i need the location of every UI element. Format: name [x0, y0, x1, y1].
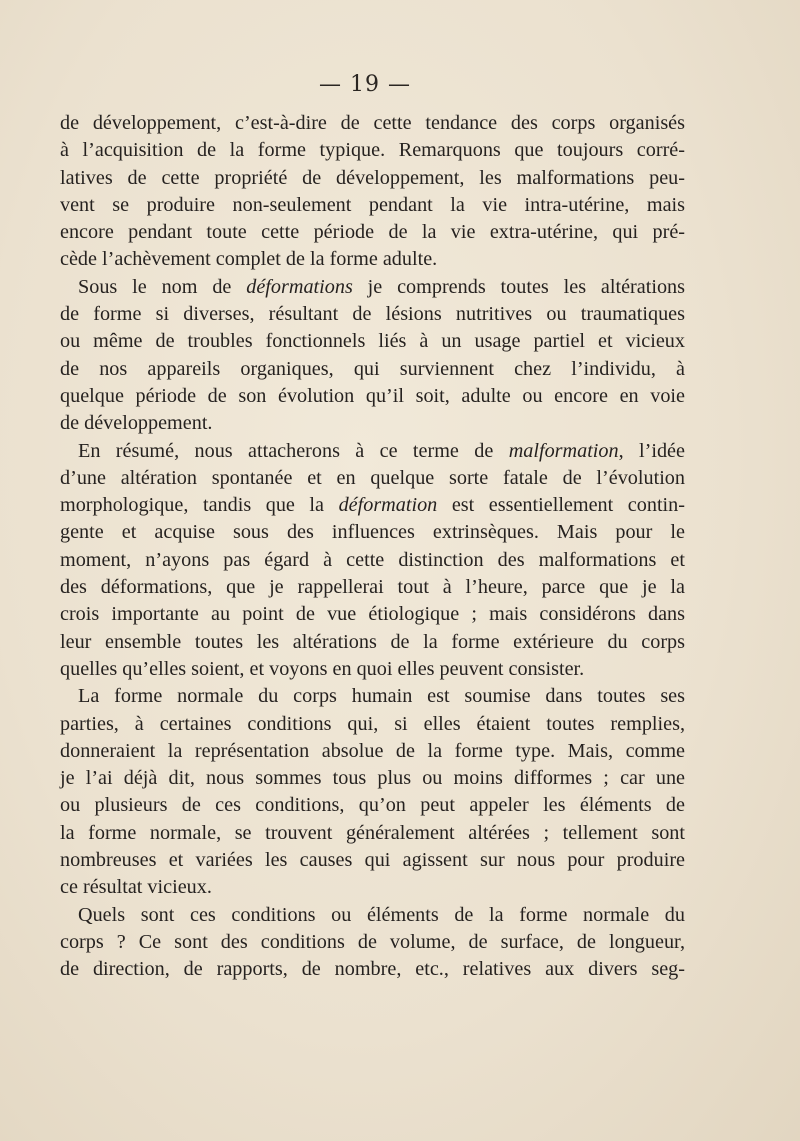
text-line: crois importante au point de vue étiologique ; mais considérons dans [60, 603, 685, 626]
italic-term: déformation [338, 494, 438, 517]
text-line: quelles qu’elles soient, et voyons en quoi elles peuvent consister. [60, 657, 585, 680]
text-line: quelque période de son évolution qu’il soit, adulte ou encore en voie [60, 384, 685, 407]
text-line: cède l’achèvement complet de la forme adulte. [60, 248, 438, 271]
text-line: vent se produire non-seulement pendant la vie intra-utérine, mais [60, 193, 685, 216]
text-line: morphologique, tandis que la déformation est essentiellement contin- [60, 494, 685, 517]
text-line: En résumé, nous attacherons à ce terme de malformation, l’idée [78, 439, 685, 462]
italic-term: malformation [508, 439, 619, 462]
body-text [60, 110, 685, 984]
text-line: Quels sont ces conditions ou éléments de la forme normale du [78, 903, 685, 926]
italic-term: déformations [246, 275, 353, 298]
text-line: ce résultat vicieux. [60, 876, 212, 899]
text-line: ou plusieurs de ces conditions, qu’on peut appeler les éléments de [60, 794, 685, 817]
text-line: Sous le nom de déformations je comprends toutes les altérations [78, 275, 685, 298]
text-line: de direction, de rapports, de nombre, etc., relatives aux divers seg- [60, 958, 685, 981]
text-line: latives de cette propriété de développement, les malformations peu- [60, 166, 685, 189]
text-line: nombreuses et variées les causes qui agissent sur nous pour produire [60, 849, 685, 872]
text-line: ou même de troubles fonctionnels liés à un usage partiel et vicieux [60, 330, 685, 353]
text-line: de développement, c’est-à-dire de cette tendance des corps organisés [60, 112, 685, 134]
text-line: leur ensemble toutes les altérations de la forme extérieure du corps [60, 630, 685, 653]
text-line: à l’acquisition de la forme typique. Remarquons que toujours corré- [60, 139, 685, 162]
text-line: d’une altération spontanée et en quelque sorte fatale de l’évolution [60, 466, 685, 489]
text-line: de développement. [60, 412, 213, 435]
page-number: — 19 — [319, 72, 411, 97]
text-line: encore pendant toute cette période de la vie extra-utérine, qui pré- [60, 221, 685, 244]
text-line: corps ? Ce sont des conditions de volume, de surface, de longueur, [60, 930, 685, 953]
text-line: gente et acquise sous des influences extrinsèques. Mais pour le [60, 521, 685, 544]
text-line: La forme normale du corps humain est soumise dans toutes ses [78, 685, 685, 708]
text-line: la forme normale, se trouvent généralement altérées ; tellement sont [60, 821, 685, 844]
text-line: je l’ai déjà dit, nous sommes tous plus ou moins difformes ; car une [60, 767, 685, 790]
text-line: donneraient la représentation absolue de la forme type. Mais, comme [60, 739, 685, 762]
text-line: parties, à certaines conditions qui, si elles étaient toutes remplies, [60, 712, 685, 735]
text-line: de nos appareils organiques, qui surviennent chez l’individu, à [60, 357, 685, 380]
text-line: des déformations, que je rappellerai tout à l’heure, parce que je la [60, 576, 685, 599]
text-line: moment, n’ayons pas égard à cette distinction des malformations et [60, 548, 685, 571]
text-line: de forme si diverses, résultant de lésions nutritives ou traumatiques [60, 303, 685, 326]
